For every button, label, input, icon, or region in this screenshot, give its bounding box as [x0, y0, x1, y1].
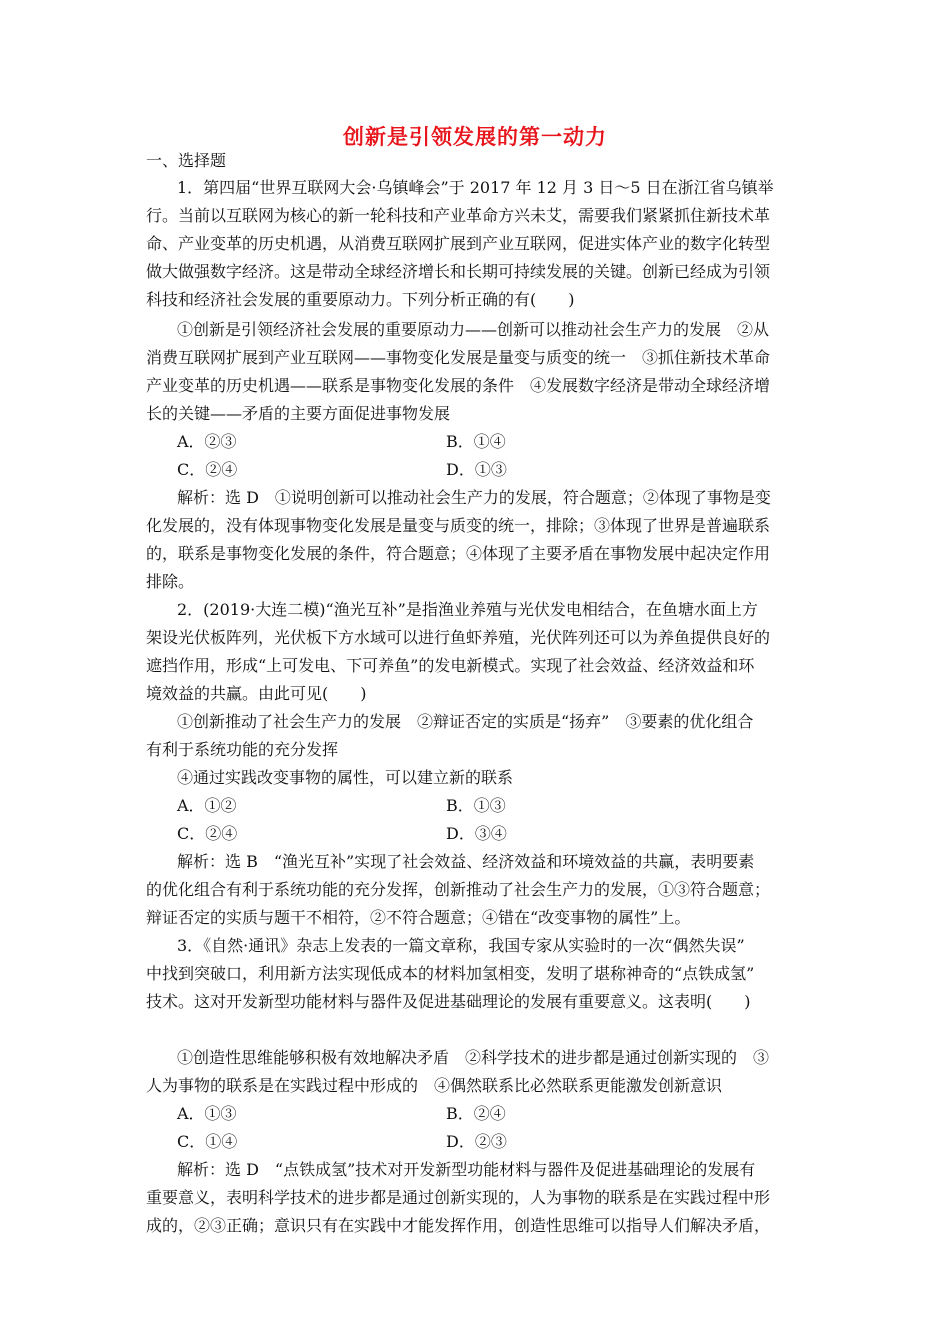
q2-stem-line: 境效益的共赢。由此可见( ): [146, 684, 367, 703]
q2-stem-line: 遮挡作用，形成“上可发电、下可养鱼”的发电新模式。实现了社会效益、经济效益和环: [146, 656, 755, 675]
q1-item-line: 产业变革的历史机遇——联系是事物变化发展的条件 ④发展数字经济是带动全球经济增: [146, 376, 771, 395]
q3-option-d: D．②③: [446, 1132, 507, 1151]
q3-stem-line: 技术。这对开发新型功能材料与器件及促进基础理论的发展有重要意义。这表明( ): [146, 992, 751, 1011]
q2-option-a: A．①②: [177, 796, 237, 815]
q2-item-line: 有利于系统功能的充分发挥: [146, 740, 339, 759]
q1-item-line: 消费互联网扩展到产业互联网——事物变化发展是量变与质变的统一 ③抓住新技术革命: [146, 348, 771, 367]
q2-item-line: ④通过实践改变事物的属性，可以建立新的联系: [177, 768, 514, 787]
section-heading: 一、选择题: [146, 151, 227, 170]
q2-option-c: C．②④: [177, 824, 238, 843]
q1-stem-line: 科技和经济社会发展的重要原动力。下列分析正确的有( ): [146, 290, 575, 309]
q1-stem-line: 做大做强数字经济。这是带动全球经济增长和长期可持续发展的关键。创新已经成为引领: [146, 262, 771, 281]
q3-stem-line: 3．《自然·通讯》杂志上发表的一篇文章称，我国专家从实验时的一次“偶然失误”: [177, 936, 745, 955]
q1-stem-line: 命、产业变革的历史机遇，从消费互联网扩展到产业互联网，促进实体产业的数字化转型: [146, 234, 771, 253]
q2-stem-line: 2．(2019·大连二模)“渔光互补”是指渔业养殖与光伏发电相结合，在鱼塘水面上方: [177, 600, 758, 619]
q1-analysis-line: 排除。: [146, 572, 195, 591]
q1-analysis-line: 的，联系是事物变化发展的条件，符合题意；④体现了主要矛盾在事物发展中起决定作用: [146, 544, 771, 563]
q3-item-line: 人为事物的联系是在实践过程中形成的 ④偶然联系比必然联系更能激发创新意识: [146, 1076, 723, 1095]
q1-option-b: B．①④: [446, 432, 506, 451]
q1-stem-line: 1．第四届“世界互联网大会·乌镇峰会”于 2017 年 12 月 3 日～5 日在浙江省乌镇举: [177, 178, 774, 197]
page-title: 创新是引领发展的第一动力: [343, 125, 607, 149]
q2-option-d: D．③④: [446, 824, 507, 843]
q3-option-a: A．①③: [177, 1104, 237, 1123]
q1-stem-line: 行。当前以互联网为核心的新一轮科技和产业革命方兴未艾，需要我们紧紧抓住新技术革: [146, 206, 771, 225]
q2-analysis-line: 解析：选 B “渔光互补”实现了社会效益、经济效益和环境效益的共赢，表明要素: [177, 852, 755, 871]
q1-option-d: D．①③: [446, 460, 507, 479]
q3-analysis-line: 成的，②③正确；意识只有在实践中才能发挥作用，创造性思维可以指导人们解决矛盾，: [146, 1216, 771, 1235]
q1-analysis-line: 化发展的，没有体现事物变化发展是量变与质变的统一，排除；③体现了世界是普遍联系: [146, 516, 771, 535]
q2-option-b: B．①③: [446, 796, 506, 815]
q3-item-line: ①创造性思维能够积极有效地解决矛盾 ②科学技术的进步都是通过创新实现的 ③: [177, 1048, 770, 1067]
q3-option-c: C．①④: [177, 1132, 238, 1151]
q3-option-b: B．②④: [446, 1104, 506, 1123]
q1-analysis-line: 解析：选 D ①说明创新可以推动社会生产力的发展，符合题意；②体现了事物是变: [177, 488, 771, 507]
q1-option-c: C．②④: [177, 460, 238, 479]
q2-analysis-line: 的优化组合有利于系统功能的充分发挥，创新推动了社会生产力的发展，①③符合题意；: [146, 880, 771, 899]
q2-stem-line: 架设光伏板阵列，光伏板下方水域可以进行鱼虾养殖，光伏阵列还可以为养鱼提供良好的: [146, 628, 771, 647]
q2-analysis-line: 辩证否定的实质与题干不相符，②不符合题意；④错在“改变事物的属性”上。: [146, 908, 691, 927]
q3-analysis-line: 解析：选 D “点铁成氢”技术对开发新型功能材料与器件及促进基础理论的发展有: [177, 1160, 756, 1179]
q2-item-line: ①创新推动了社会生产力的发展 ②辩证否定的实质是“扬弃” ③要素的优化组合: [177, 712, 754, 731]
q3-stem-line: 中找到突破口，利用新方法实现低成本的材料加氢相变，发明了堪称神奇的“点铁成氢”: [146, 964, 755, 983]
q3-analysis-line: 重要意义，表明科学技术的进步都是通过创新实现的，人为事物的联系是在实践过程中形: [146, 1188, 771, 1207]
q1-option-a: A．②③: [177, 432, 237, 451]
q1-item-line: ①创新是引领经济社会发展的重要原动力——创新可以推动社会生产力的发展 ②从: [177, 320, 770, 339]
q1-item-line: 长的关键——矛盾的主要方面促进事物发展: [146, 404, 451, 423]
